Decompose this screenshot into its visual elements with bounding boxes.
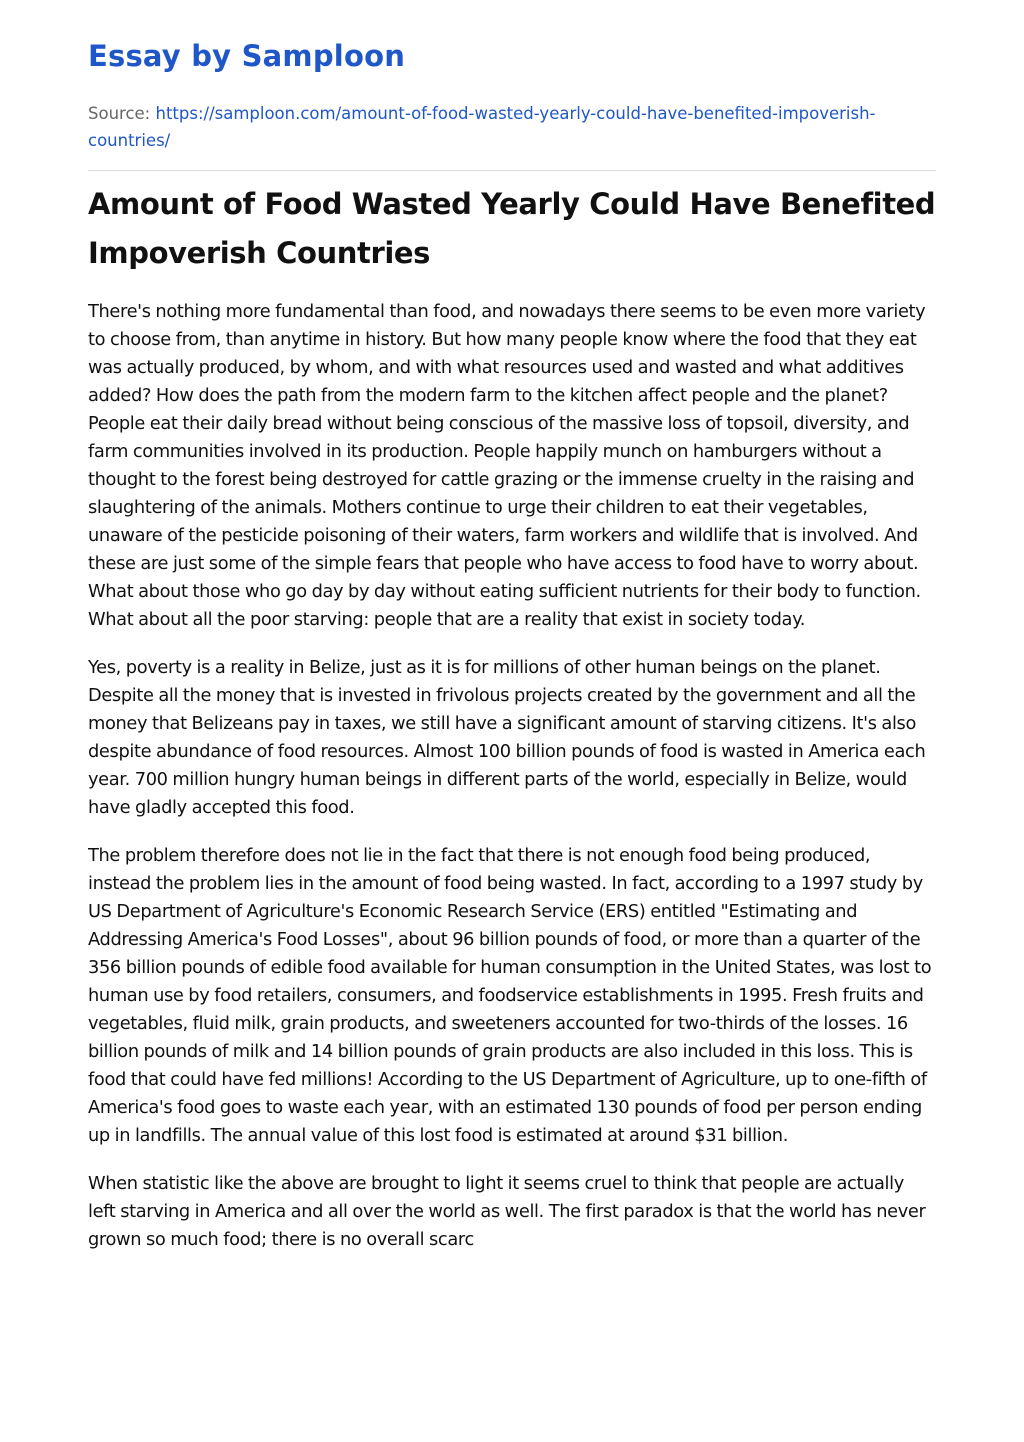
essay-paragraph: Yes, poverty is a reality in Belize, just as it is for millions of other human beings on the planet. Despite all the money that is invested in frivolous projects created by the government and all the money that Belizeans pay in taxes, we still have a significant amount of starving citizens. It's also despite abundance of food resources. Almost 100 billion pounds of food is wasted in America each year. 700 million hungry human beings in different parts of the world, especially in Belize, would have gladly accepted this food. xyxy=(88,657,926,818)
essay-paragraph: The problem therefore does not lie in the fact that there is not enough food being produced, instead the problem lies in the amount of food being wasted. In fact, according to a 1997 study by US Department of Agriculture's Economic Research Service (ERS) entitled "Estimating and Addressing America's Food Losses", about 96 billion pounds of food, or more than a quarter of the 356 billion pounds of edible food available for human consumption in the United States, was lost to human use by food retailers, consumers, and foodservice establishments in 1995. Fresh fruits and vegetables, fluid milk, grain products, and sweeteners accounted for two-thirds of the losses. 16 billion pounds of milk and 14 billion pounds of grain products are also included in this loss. This is food that could have fed millions! According to the US Department of Agriculture, up to one-fifth of America's food goes to waste each year, with an estimated 130 pounds of food per person ending up in landfills. The annual value of this lost food is estimated at around $31 billion. xyxy=(88,845,932,1146)
essay-body xyxy=(88,298,936,1442)
site-brand[interactable]: Essay by Samploon xyxy=(88,39,406,73)
essay-paragraph: There's nothing more fundamental than food, and nowadays there seems to be even more variety to choose from, than anytime in history. But how many people know where the food that they eat was actually produced, by whom, and with what resources used and wasted and what additives added? How does the path from the modern farm to the kitchen affect people and the planet? People eat their daily bread without being conscious of the massive loss of topsoil, diversity, and farm communities involved in its production. People happily munch on hamburgers without a thought to the forest being destroyed for cattle grazing or the immense cruelty in the raising and slaughtering of the animals. Mothers continue to urge their children to eat their vegetables, unaware of the pesticide poisoning of their waters, farm workers and wildlife that is involved. And these are just some of the simple fears that people who have access to food have to worry about. What about those who go day by day without eating sufficient nutrients for their body to function. What about all the poor starving: people that are a reality that exist in society today. xyxy=(88,301,926,630)
header-divider xyxy=(88,170,936,171)
source-line xyxy=(88,100,936,154)
source-link[interactable]: https://samploon.com/amount-of-food-wasted-yearly-could-have-benefited-impoverish-countries/ xyxy=(88,104,876,150)
essay-paragraph: When statistic like the above are brought to light it seems cruel to think that people are actually left starving in America and all over the world as well. The first paradox is that the world has never grown so much food; there is no overall scarc xyxy=(88,1173,926,1250)
essay-title: Amount of Food Wasted Yearly Could Have Benefited Impoverish Countries xyxy=(88,187,936,270)
source-label: Source: xyxy=(88,104,151,123)
